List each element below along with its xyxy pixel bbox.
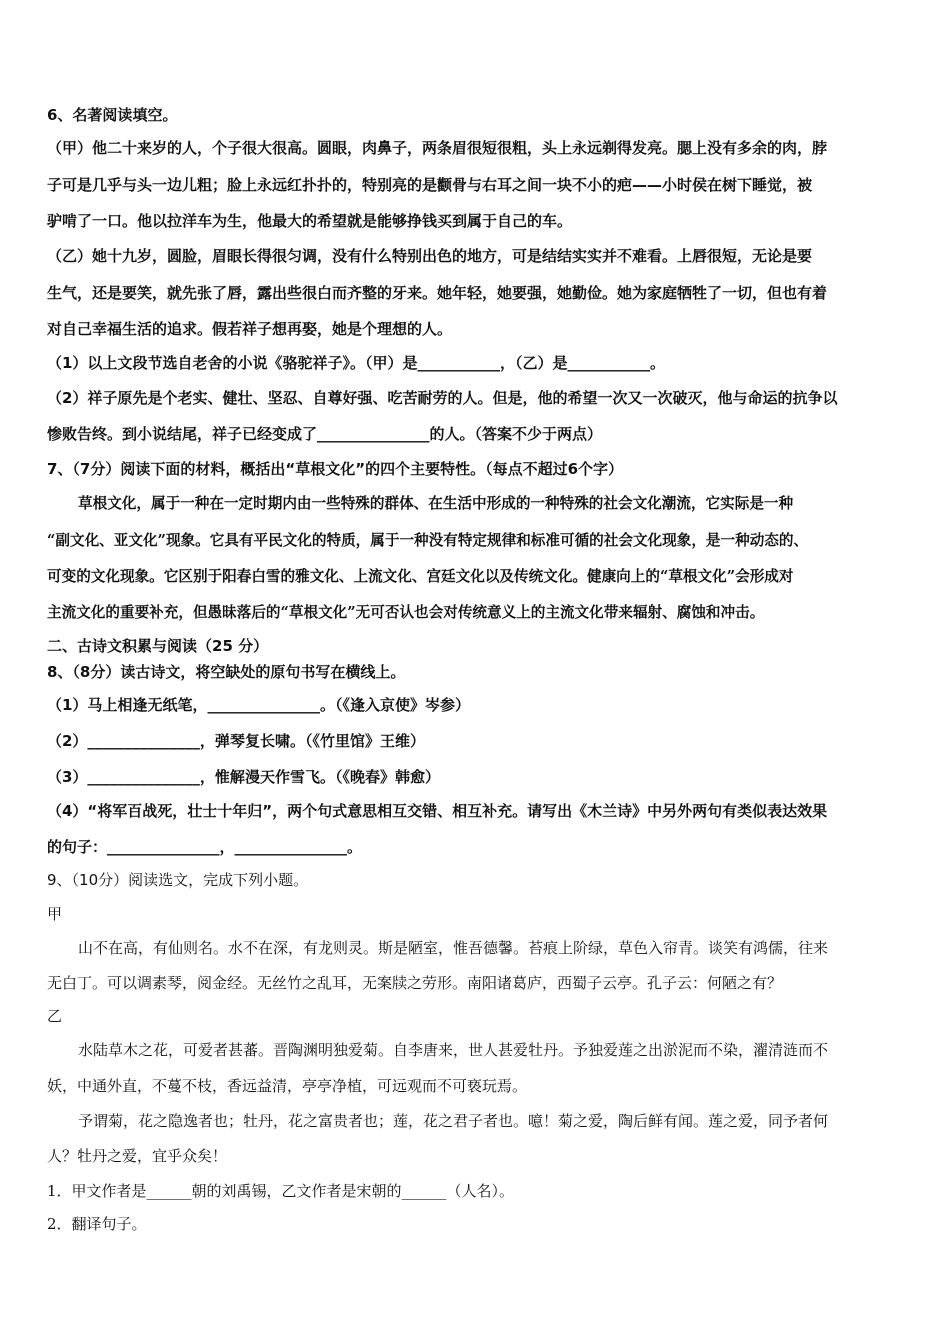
q8-subquestion-3: （3）_______________，惟解漫天作雪飞。（《晚春》韩愈） bbox=[47, 768, 440, 786]
q8-subquestion-2: （2）_______________，弹琴复长啸。（《竹里馆》王维） bbox=[47, 732, 425, 750]
q9-jia-label: 甲 bbox=[47, 905, 63, 923]
q6-title: 6、名著阅读填空。 bbox=[47, 106, 178, 124]
q9-yi-label: 乙 bbox=[47, 1007, 63, 1025]
q6-jia-line-1: （甲）他二十来岁的人，个子很大很高。圆眼，肉鼻子，两条眉很短很粗，头上永远剃得发亮。腮上没有多余的肉，脖 bbox=[47, 139, 828, 157]
q8-subquestion-4-line-2: 的句子：_______________，_______________。 bbox=[47, 838, 363, 856]
q7-material-line-3: 可变的文化现象。它区别于阳春白雪的雅文化、上流文化、宫廷文化以及传统文化。健康向上的“草根文化”会形成对 bbox=[47, 568, 794, 585]
section-2-heading: 二、古诗文积累与阅读（25 分） bbox=[47, 637, 269, 655]
q9-jia-line-1: 山不在高，有仙则名。水不在深，有龙则灵。斯是陋室，惟吾德馨。苔痕上阶绿，草色入帘青。谈笑有鸿儒，往来 bbox=[78, 939, 829, 957]
q9-yi-p2-line-2: 人？牡丹之爱，宜乎众矣！ bbox=[47, 1147, 228, 1165]
q7-material-line-2: “副文化、亚文化”现象。它具有平民文化的特质，属于一种没有特定规律和标准可循的社会文化现象，是一种动态的、 bbox=[47, 532, 809, 549]
q9-title: 9、（10分）阅读选文，完成下列小题。 bbox=[47, 871, 309, 889]
q6-yi-line-3: 对自己幸福生活的追求。假若祥子想再娶，她是个理想的人。 bbox=[47, 320, 453, 338]
q6-yi-line-1: （乙）她十九岁，圆脸，眉眼长得很匀调，没有什么特别出色的地方，可是结结实实并不难看。上唇很短，无论是要 bbox=[47, 247, 813, 265]
q9-yi-p2-line-1: 予谓菊，花之隐逸者也；牡丹，花之富贵者也；莲，花之君子者也。噫！菊之爱，陶后鲜有闻。莲之爱，同予者何 bbox=[78, 1112, 829, 1130]
q6-jia-line-3: 驴啃了一口。他以拉洋车为生，他最大的希望就是能够挣钱买到属于自己的车。 bbox=[47, 212, 573, 230]
q6-jia-line-2: 子可是几乎与头一边儿粗；脸上永远红扑扑的，特别亮的是颧骨与右耳之间一块不小的疤——小时侯在树下睡觉，被 bbox=[47, 176, 813, 194]
q6-subquestion-2-line-2: 惨败告终。到小说结尾，祥子已经变成了_______________的人。（答案不少于两点） bbox=[47, 425, 603, 443]
q7-material-line-1: 草根文化，属于一种在一定时期内由一些特殊的群体、在生活中形成的一种特殊的社会文化潮流，它实际是一种 bbox=[78, 495, 794, 512]
q9-question-2: 2．翻译句子。 bbox=[47, 1215, 147, 1233]
q7-title: 7、（7分）阅读下面的材料，概括出“草根文化”的四个主要特性。（每点不超过6个字） bbox=[47, 460, 624, 478]
q9-question-1: 1．甲文作者是______朝的刘禹锡，乙文作者是宋朝的______（人名）。 bbox=[47, 1182, 515, 1200]
q8-subquestion-1: （1）马上相逢无纸笔，_______________。（《逢入京使》岑参） bbox=[47, 696, 470, 714]
q6-subquestion-1: （1）以上文段节选自老舍的小说《骆驼祥子》。（甲）是___________，（乙）是___________。 bbox=[47, 354, 665, 372]
q8-subquestion-4-line-1: （4）“将军百战死，壮士十年归”，两个句式意思相互交错、相互补充。请写出《木兰诗》中另外两句有类似表达效果 bbox=[47, 802, 828, 820]
q8-title: 8、（8分）读古诗文，将空缺处的原句书写在横线上。 bbox=[47, 663, 406, 681]
q9-yi-p1-line-1: 水陆草木之花，可爱者甚蕃。晋陶渊明独爱菊。自李唐来，世人甚爱牡丹。予独爱莲之出淤泥而不染，濯清涟而不 bbox=[78, 1041, 829, 1059]
q6-subquestion-2-line-1: （2）祥子原先是个老实、健壮、坚忍、自尊好强、吃苦耐劳的人。但是，他的希望一次又一次破灭，他与命运的抗争以 bbox=[47, 389, 838, 407]
q9-yi-p1-line-2: 妖，中通外直，不蔓不枝，香远益清，亭亭净植，可远观而不可亵玩焉。 bbox=[47, 1077, 528, 1095]
q7-material-line-4: 主流文化的重要补充，但愚昧落后的“草根文化”无可否认也会对传统意义上的主流文化带来辐射、腐蚀和冲击。 bbox=[47, 604, 765, 621]
q9-jia-line-2: 无白丁。可以调素琴，阅金经。无丝竹之乱耳，无案牍之劳形。南阳诸葛庐，西蜀子云亭。孔子云：何陋之有？ bbox=[47, 974, 783, 992]
q6-yi-line-2: 生气，还是要笑，就先张了唇，露出些很白而齐整的牙来。她年轻，她要强，她勤俭。她为家庭牺牲了一切，但也有着 bbox=[47, 284, 828, 302]
